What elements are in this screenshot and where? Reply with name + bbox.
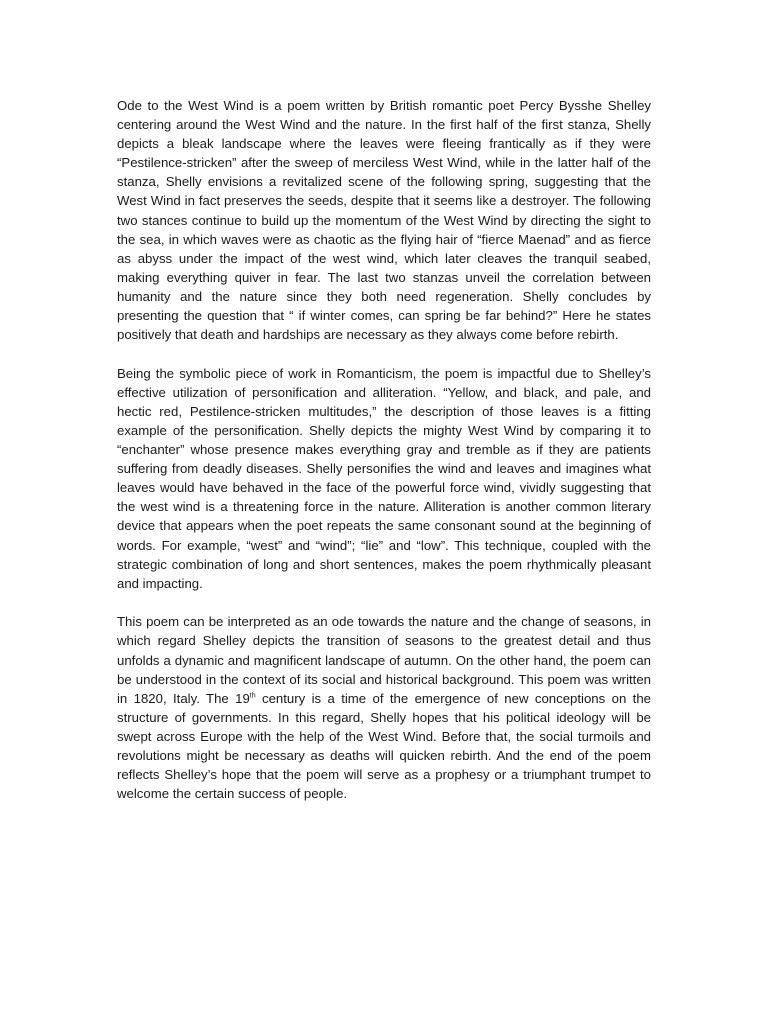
paragraph-1: Ode to the West Wind is a poem written by British romantic poet Percy Bysshe Shelley centering around the West Wind and the nature. In the first half of the first stanza, Shelly depicts a bleak landscape where the leaves were fleeing frantically as if they were “Pestilence-stricken” after the sweep of merciless West Wind, while in the latter half of the stanza, Shelly envisions a revitalized scene of the following spring, suggesting that the West Wind in fact preserves the seeds, despite that it seems like a destroyer. The following two stances continue to build up the momentum of the West Wind by directing the sight to the sea, in which waves were as chaotic as the flying hair of “fierce Maenad” and as fierce as abyss under the impact of the west wind, which later cleaves the tranquil seabed, making everything quiver in fear. The last two stanzas unveil the correlation between humanity and the nature since they both need regeneration. Shelly concludes by presenting the question that “ if winter comes, can spring be far behind?” Here he states positively that death and hardships are necessary as they always come before rebirth. bbox=[117, 98, 651, 343]
paragraph-2: Being the symbolic piece of work in Romanticism, the poem is impactful due to Shelley’s effective utilization of personification and alliteration. “Yellow, and black, and pale, and hectic red, Pestilence-stricken multitudes,” the description of those leaves is a fitting example of the personification. Shelly depicts the mighty West Wind by comparing it to “enchanter” whose presence makes everything gray and tremble as if they are patients suffering from deadly diseases. Shelly personifies the wind and leaves and imagines what leaves would have behaved in the face of the powerful force wind, vividly suggesting that the west wind is a threatening force in the nature. Alliteration is another common literary device that appears when the poet repeats the same consonant sound at the beginning of words. For example, “west” and “wind”; “lie” and “low”. This technique, coupled with the strategic combination of long and short sentences, makes the poem rhythmically pleasant and impacting. bbox=[117, 365, 651, 591]
paragraph-3-text-start: This poem can be interpreted as an ode towards the nature and the change of seasons, in which regard Shelley depicts the transition of seasons to the greatest detail and thus unfolds a dynamic and magnificent landscape of autumn. On the other hand, the poem can be understood in the context of its social and historical background. This poem was written in 1820, Italy. The 19 bbox=[117, 614, 651, 706]
paragraph-3 bbox=[117, 612, 651, 803]
document-page bbox=[117, 96, 651, 823]
paragraph-3-text-end: century is a time of the emergence of new conceptions on the structure of governments. In this regard, Shelly hopes that his political ideology will be swept across Europe with the help of the West Wind. Before that, the social turmoils and revolutions might be necessary as deaths will quicken rebirth. And the end of the poem reflects Shelley’s hope that the poem will serve as a prophesy or a triumphant trumpet to welcome the certain success of people. bbox=[117, 690, 651, 802]
superscript-th: th bbox=[249, 692, 256, 700]
